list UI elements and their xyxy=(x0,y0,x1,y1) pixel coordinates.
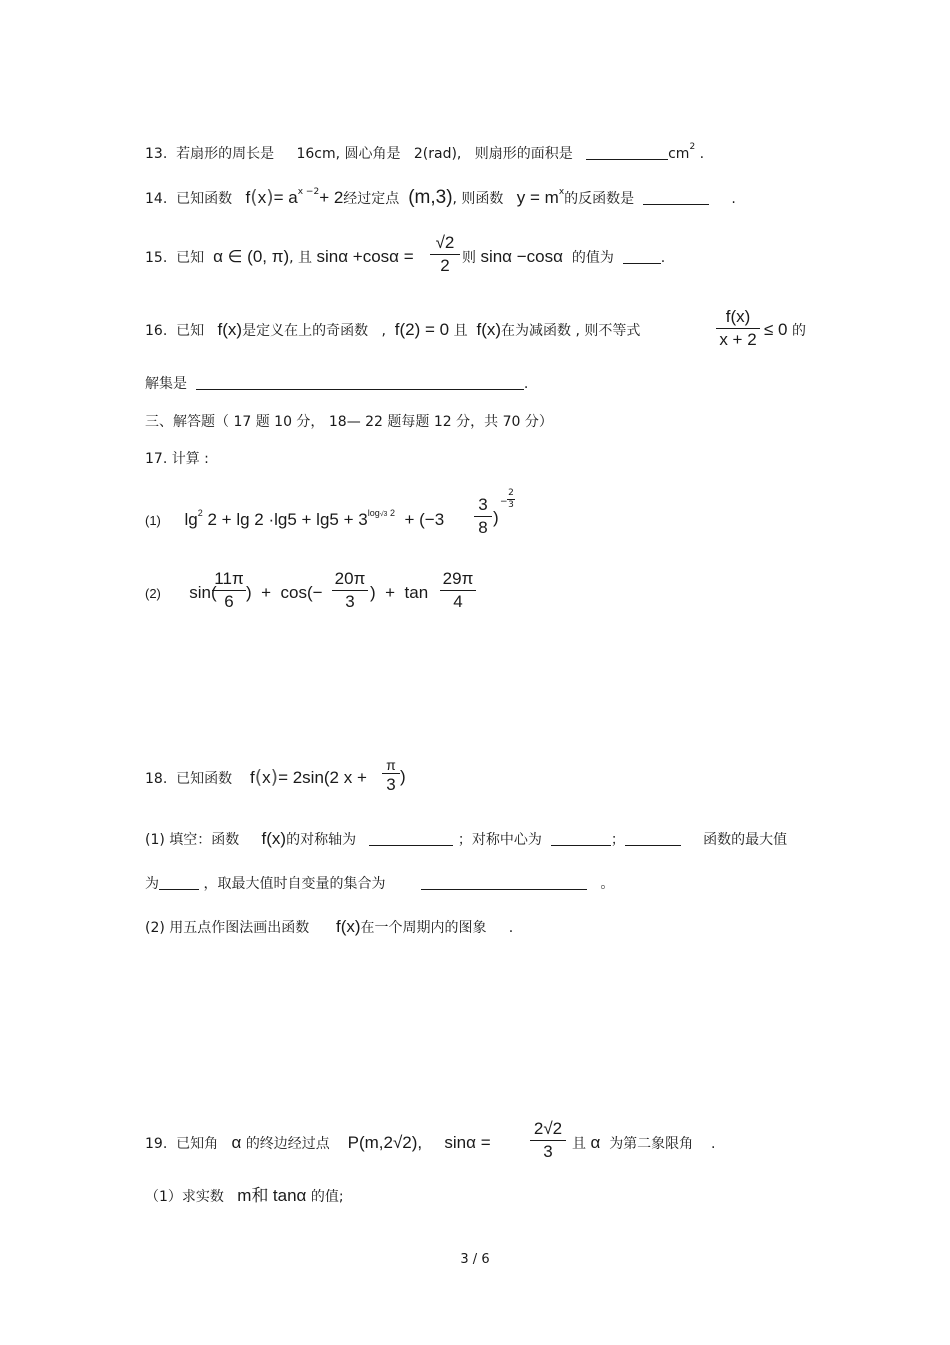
q19-part1: （1）求实数 m和 tanα 的值; xyxy=(145,1186,344,1205)
fraction: 11π 6 xyxy=(212,568,246,613)
q18-part1: (1) 填空：函数 f(x)的对称轴为 ；对称中心为 ； 函数的最大值 xyxy=(145,829,788,848)
answer-blank xyxy=(551,831,611,846)
answer-blank xyxy=(625,831,681,846)
fraction: π 3 xyxy=(382,757,400,796)
fraction: f(x) x + 2 xyxy=(716,306,760,351)
question-number: 13. xyxy=(145,146,168,162)
question-17: 17. 计算 : xyxy=(145,451,209,467)
answer-blank xyxy=(369,831,453,846)
answer-blank xyxy=(623,249,661,264)
answer-blank xyxy=(643,190,709,205)
fraction: 2√2 3 xyxy=(530,1118,566,1163)
exponent-fraction: 2 3 xyxy=(508,488,514,510)
question-18: 18. 已知函数 f(x)= 2sin(2 x + xyxy=(145,766,367,788)
q17-part1: (1) $\lg^2 2 + \lg 2 \cdot\lg 5 + \lg 5 + 3^{log√3 2} + (-3$ xyxy=(145,508,445,529)
page-number: 3 / 6 xyxy=(460,1252,490,1267)
fraction: √2 2 xyxy=(430,232,460,277)
question-13: 13. 若扇形的周长是 16cm, 圆心角是 2(rad), 则扇形的面积是 $cm^2$ . xyxy=(145,142,705,162)
q18-part2: (2) 用五点作图法画出函数 f(x)在一个周期内的图象 . xyxy=(145,917,514,936)
section-heading: 三、解答题（ 17 题 10 分， 18— 22 题每题 12 分，共 70 分） xyxy=(145,414,553,430)
q17-part2: (2) sin( xyxy=(145,583,217,602)
answer-blank xyxy=(159,875,199,890)
question-14: 14. 已知函数 $f(x)= a^{x -2}+ 2$经过定点 (m,3), 则函数 $y = m^x$的反函数是 . xyxy=(145,186,736,208)
fraction: 20π 3 xyxy=(332,568,368,613)
question-19: 19. 已知角 α 的终边经过点 P(m,2√2), sinα = xyxy=(145,1133,491,1152)
fraction: 29π 4 xyxy=(440,568,476,613)
question-15: 15. 已知 α ∈ (0, π), 且 sinα +cosα = xyxy=(145,247,414,266)
question-16: 16. 已知 f(x)是定义在上的奇函数 , f(2) = 0 且 f(x)在为减函数 , 则不等式 xyxy=(145,320,641,339)
fraction: 3 8 xyxy=(474,494,492,539)
answer-blank xyxy=(421,875,587,890)
answer-blank xyxy=(586,145,668,160)
answer-blank xyxy=(196,375,524,390)
